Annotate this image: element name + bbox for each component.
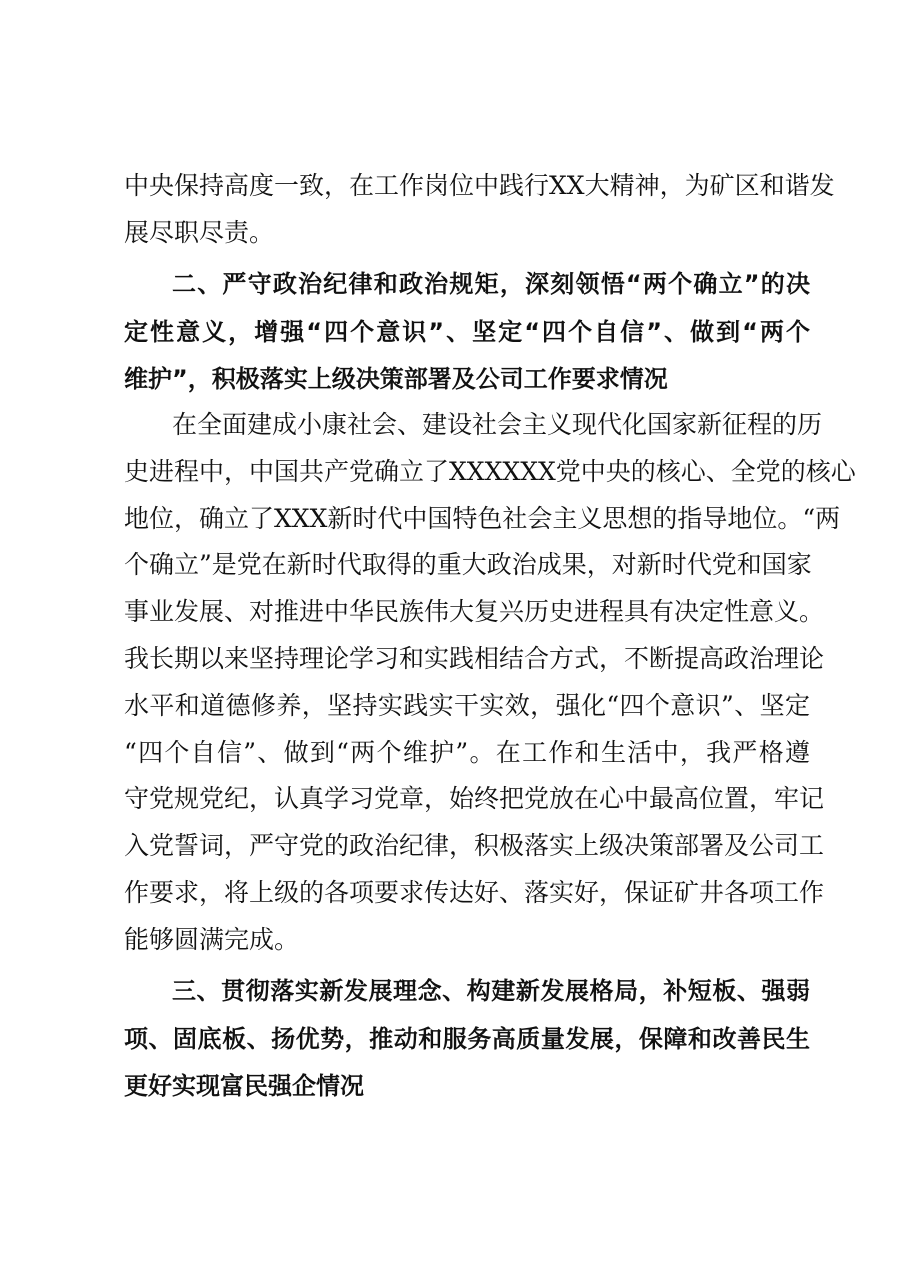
paragraph-line: 地位，确立了XXX新时代中国特色社会主义思想的指导地位。“两 [124,504,841,533]
paragraph-line: 守党规党纪，认真学习党章，始终把党放在心中最高位置，牢记 [124,784,825,813]
paragraph-line: 我长期以来坚持理论学习和实践相结合方式，不断提高政治理论 [124,644,825,673]
paragraph-line: 在全面建成小康社会、建设社会主义现代化国家新征程的历 [172,410,823,439]
section-heading-line: 维护”，积极落实上级决策部署及公司工作要求情况 [124,365,668,393]
section-heading-line: 二、严守政治纪律和政治规矩，深刻领悟“两个确立”的决 [172,270,810,298]
paragraph-line: 作要求，将上级的各项要求传达好、落实好，保证矿井各项工作 [124,878,825,907]
paragraph-line: 入党誓词，严守党的政治纪律，积极落实上级决策部署及公司工 [124,831,825,860]
paragraph-line: 水平和道德修养，坚持实践实干实效，强化“四个意识”、坚定 [124,691,810,720]
section-heading-line: 定性意义，增强“四个意识”、坚定“四个自信”、做到“两个 [124,318,810,346]
paragraph-line: 史进程中，中国共产党确立了XXXXXX党中央的核心、全党的核心 [124,457,856,486]
paragraph-line: 展尽职尽责。 [124,218,275,247]
section-heading-line: 更好实现富民强企情况 [124,1072,364,1100]
section-heading-line: 项、固底板、扬优势，推动和服务高质量发展，保障和改善民生 [124,1025,810,1053]
paragraph-line: 能够圆满完成。 [124,925,300,954]
paragraph-line: 个确立”是党在新时代取得的重大政治成果，对新时代党和国家 [124,550,812,579]
section-heading-line: 三、贯彻落实新发展理念、构建新发展格局，补短板、强弱 [172,977,810,1005]
paragraph-line: 中央保持高度一致，在工作岗位中践行XX大精神，为矿区和谐发 [124,171,835,200]
paragraph-line: 事业发展、对推进中华民族伟大复兴历史进程具有决定性意义。 [124,597,825,626]
paragraph-line: “四个自信”、做到“两个维护”。在工作和生活中，我严格遵 [124,738,810,767]
